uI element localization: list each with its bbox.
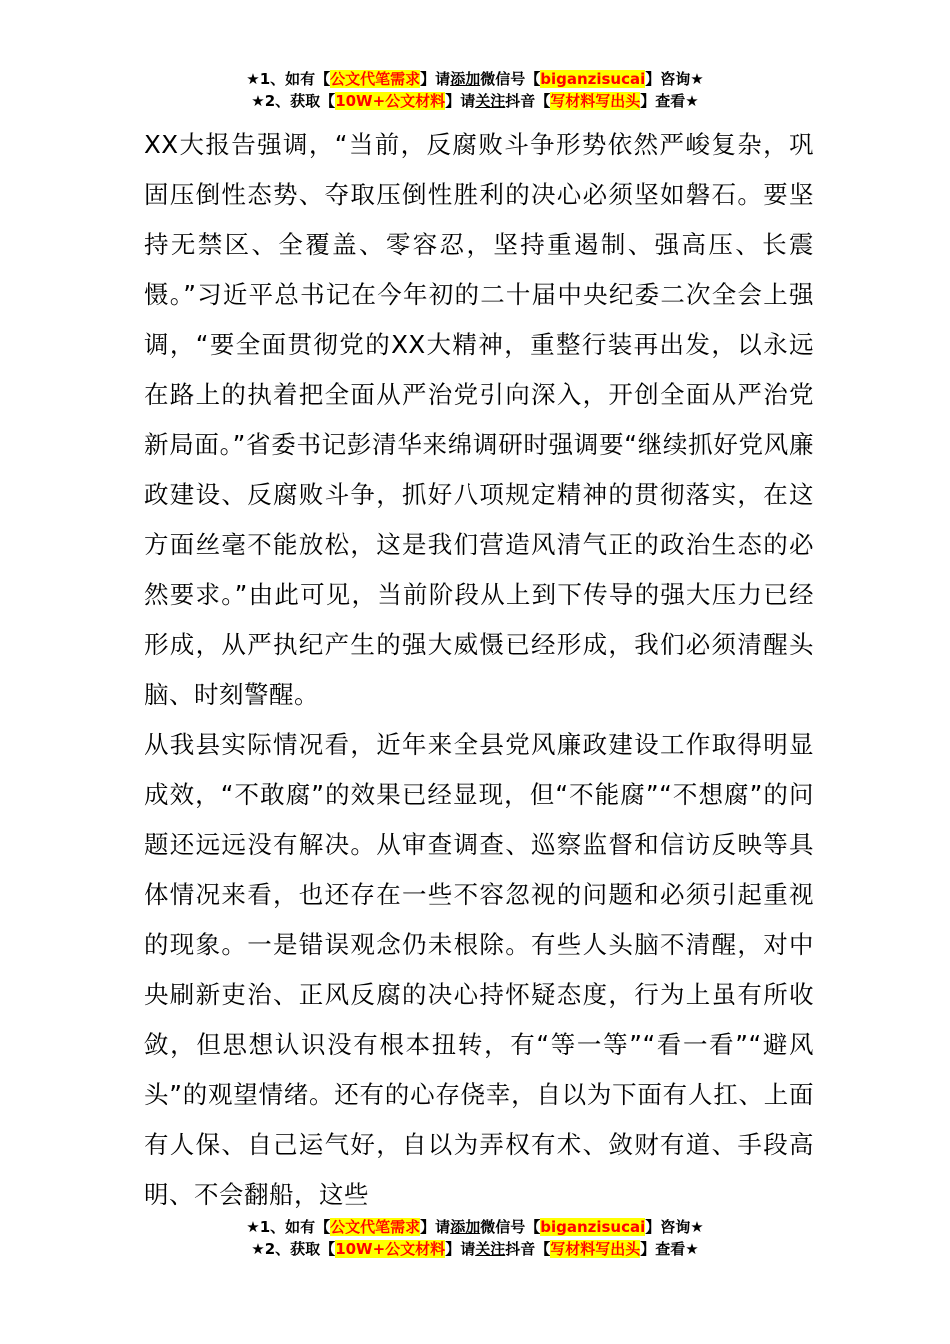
highlight-service: 公文代笔需求 [330, 70, 421, 88]
highlight-service: 公文代笔需求 [330, 1218, 421, 1236]
banner-line-2: ★2、获取【10W+公文材料】请关注抖音【写材料写出头】查看★ [251, 1240, 699, 1258]
banner-line-1: ★1、如有【公文代笔需求】请添加微信号【biganzisucai】咨询★ [246, 1218, 704, 1236]
document-body [144, 120, 814, 1220]
paragraph: XX大报告强调，“当前，反腐败斗争形势依然严峻复杂，巩固压倒性态势、夺取压倒性胜利的决心必须坚如磐石。要坚持无禁区、全覆盖、零容忍，坚持重遏制、强高压、长震慑。”习近平总书记在今年初的二十届中央纪委二次全会上强调，“要全面贯彻党的XX大精神，重整行装再出发，以永远在路上的执着把全面从严治党引向深入，开创全面从严治党新局面。”省委书记彭清华来绵调研时强调要“继续抓好党风廉政建设、反腐败斗争，抓好八项规定精神的贯彻落实，在这方面丝毫不能放松，这是我们营造风清气正的政治生态的必然要求。”由此可见，当前阶段从上到下传导的强大压力已经形成，从严执纪产生的强大威慑已经形成，我们必须清醒头脑、时刻警醒。 [144, 130, 814, 709]
header-banner [0, 68, 950, 112]
highlight-douyin: 写材料写出头 [550, 1240, 641, 1258]
highlight-materials: 10W+公文材料 [335, 92, 446, 110]
banner-line-1: ★1、如有【公文代笔需求】请添加微信号【biganzisucai】咨询★ [246, 70, 704, 88]
highlight-wechat-id: biganzisucai [540, 70, 646, 88]
highlight-materials: 10W+公文材料 [335, 1240, 446, 1258]
footer-banner [0, 1216, 950, 1260]
highlight-douyin: 写材料写出头 [550, 92, 641, 110]
paragraph: 从我县实际情况看，近年来全县党风廉政建设工作取得明显成效，“不敢腐”的效果已经显现，但“不能腐”“不想腐”的问题还远远没有解决。从审查调查、巡察监督和信访反映等具体情况来看，也还存在一些不容忽视的问题和必须引起重视的现象。一是错误观念仍未根除。有些人头脑不清醒，对中央刷新吏治、正风反腐的决心持怀疑态度，行为上虽有所收敛，但思想认识没有根本扭转，有“等一等”“看一看”“避风头”的观望情绪。还有的心存侥幸，自以为下面有人扛、上面有人保、自己运气好，自以为弄权有术、敛财有道、手段高明、不会翻船，这些 [144, 730, 814, 1209]
highlight-wechat-id: biganzisucai [540, 1218, 646, 1236]
banner-line-2: ★2、获取【10W+公文材料】请关注抖音【写材料写出头】查看★ [251, 92, 699, 110]
